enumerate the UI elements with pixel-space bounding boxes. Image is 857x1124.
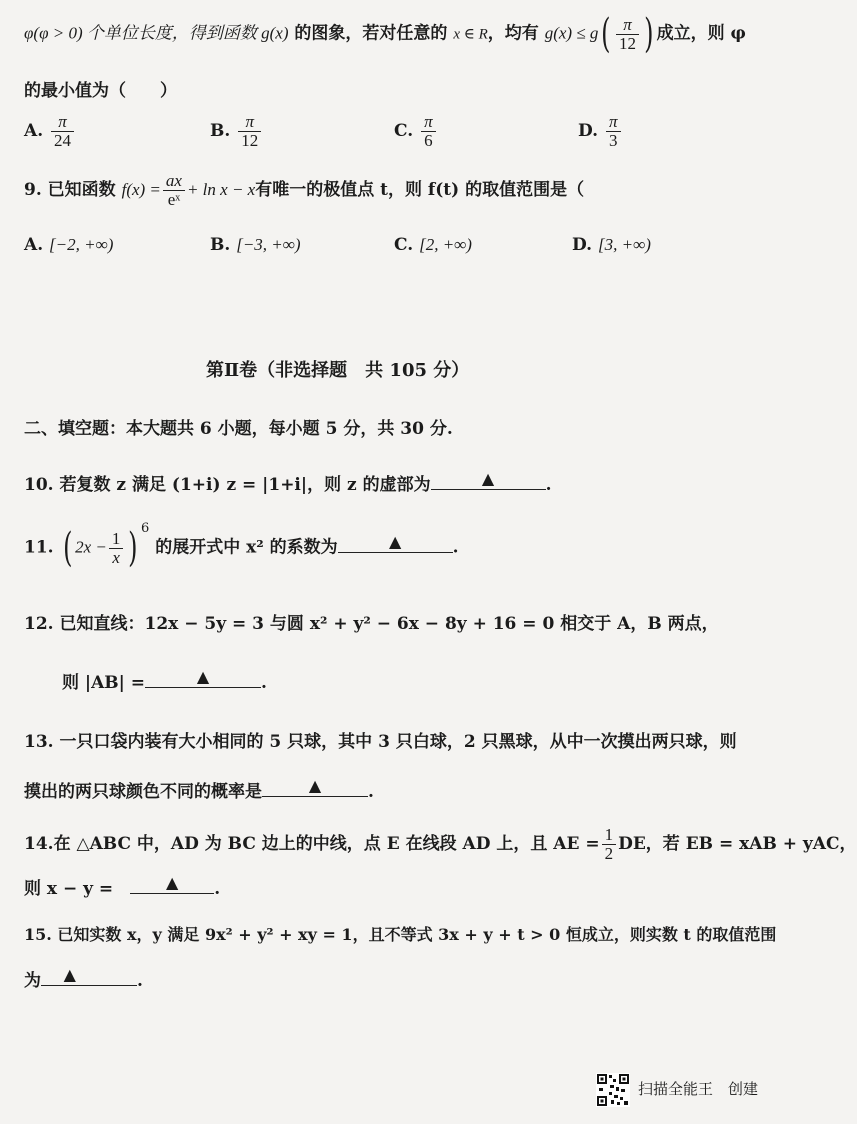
q11-number: 11. [24, 537, 54, 558]
triangle-marker-icon: ▲ [63, 965, 76, 984]
q14-number: 14. [24, 833, 54, 854]
q12-line2-text: 则 |AB| = [62, 673, 146, 693]
q12-number: 12. [24, 614, 54, 634]
q12-answer-blank[interactable] [145, 669, 261, 688]
q9-option-b: B. [−3, +∞) [210, 235, 301, 255]
q11-text: 的展开式中 x² 的系数为 [155, 537, 338, 558]
q10-number: 10. [24, 475, 54, 495]
q12-line2 [62, 668, 267, 693]
q14-answer-blank[interactable] [130, 875, 214, 894]
q8-text-d: 成立，则 φ [656, 23, 746, 44]
q14-line2-text: 则 x − y = [24, 879, 114, 899]
q9-option-a: A. [−2, +∞) [24, 235, 114, 255]
q8-ineq: g(x) ≤ g [544, 23, 599, 43]
q15-answer-blank[interactable] [41, 967, 137, 986]
q8-pi-over-12: $\frac{\pi}{12}$ [616, 16, 639, 53]
q13-answer-blank[interactable] [262, 778, 368, 797]
q11-line [24, 520, 459, 571]
q12-end: . [261, 673, 267, 693]
q9-number: 9. [24, 179, 42, 200]
q9-tail: 有唯一的极值点 t，则 f(t) 的取值范围是（ [255, 179, 585, 200]
q9-fraction: $\frac{ax}{\text{eˣ}}$ [163, 172, 185, 209]
q14-end: . [214, 879, 221, 899]
q15-text: 已知实数 x，y 满足 9x² + y² + xy = 1，且不等式 3x + y + t > 0 恒成立，则实数 t 的取值范围 [57, 925, 777, 944]
q13-number: 13. [24, 732, 54, 752]
triangle-marker-icon: ▲ [388, 531, 402, 551]
q9-line [24, 172, 584, 209]
q8-text-a: φ(φ > 0) 个单位长度，得到函数 [24, 23, 262, 43]
q8-option-d: D. $\frac{\pi}{3}$ [578, 113, 623, 150]
triangle-marker-icon: ▲ [481, 469, 495, 488]
triangle-marker-icon: ▲ [308, 776, 322, 795]
q8-option-b: B. $\frac{\pi}{12}$ [210, 113, 263, 150]
q8-text-b: 的图象，若对任意的 [288, 23, 454, 44]
q13-line2 [24, 777, 374, 802]
q15-line2 [24, 966, 143, 991]
q8-lparen: ( [601, 11, 611, 57]
q13-line2-text: 摸出的两只球颜色不同的概率是 [24, 782, 262, 802]
q15-line1 [24, 922, 776, 945]
q8-rparen: ) [644, 11, 654, 57]
section-title: 第Ⅱ卷（非选择题 共 105 分） [206, 360, 470, 381]
q11-lparen: ( [62, 525, 72, 571]
q14-post: DE，若 EB = xAB + yAC， [618, 833, 857, 854]
q8-line2: 的最小值为（ ） [24, 81, 177, 101]
q8-line1 [24, 11, 746, 57]
q10-text: 若复数 z 满足 (1+i) z = |1+i|，则 z 的虚部为 [59, 475, 431, 495]
q11-fraction: $\frac{1}{x}$ [109, 530, 124, 567]
triangle-marker-icon: ▲ [196, 667, 210, 686]
q14-pre: 在 △ABC 中，AD 为 BC 边上的中线，点 E 在线段 AD 上，且 AE = [53, 833, 600, 854]
q8-xinr: x ∈ R [453, 26, 488, 43]
q10-end: . [545, 475, 552, 495]
q12-text: 已知直线：12x − 5y = 3 与圆 x² + y² − 6x − 8y + 16 = 0 相交于 A，B 两点， [59, 614, 719, 634]
q8-option-c: C. $\frac{\pi}{6}$ [394, 113, 438, 150]
q11-expr: 2x − [75, 537, 107, 557]
q12-line1 [24, 609, 719, 634]
q13-text: 一只口袋内装有大小相同的 5 只球，其中 3 只白球，2 只黑球，从中一次摸出两只球，则 [59, 732, 737, 752]
q15-end: . [137, 971, 143, 991]
q13-line1 [24, 727, 737, 752]
q14-fraction: $\frac{1}{2}$ [602, 826, 617, 863]
q8-text-c: ，均有 [487, 23, 545, 44]
qr-code-icon [596, 1073, 630, 1107]
q9-fx: f(x) = [121, 179, 161, 199]
q9-option-d: D. [3, +∞) [572, 235, 651, 255]
q11-answer-blank[interactable] [338, 531, 453, 553]
section-subtitle: 二、填空题：本大题共 6 小题，每小题 5 分，共 30 分. [24, 419, 453, 439]
q15-line2-text: 为 [24, 971, 41, 991]
q14-line1 [24, 826, 857, 863]
q8-gx: g(x) [261, 23, 289, 43]
q9-pre: 已知函数 [47, 179, 122, 200]
q15-number: 15. [24, 925, 52, 944]
q8-option-a: A. $\frac{\pi}{24}$ [24, 113, 76, 150]
q13-end: . [368, 782, 374, 802]
q9-option-c: C. [2, +∞) [394, 235, 472, 255]
q14-line2 [24, 874, 220, 899]
scanner-watermark: 扫描全能王 创建 [638, 1080, 759, 1098]
q11-end: . [452, 537, 459, 558]
q11-rparen: ) [128, 525, 138, 571]
q11-power: 6 [141, 520, 150, 536]
q9-post: + ln x − x [186, 179, 256, 199]
q10-answer-blank[interactable] [431, 471, 546, 490]
triangle-marker-icon: ▲ [166, 873, 179, 892]
q10-line [24, 470, 552, 495]
